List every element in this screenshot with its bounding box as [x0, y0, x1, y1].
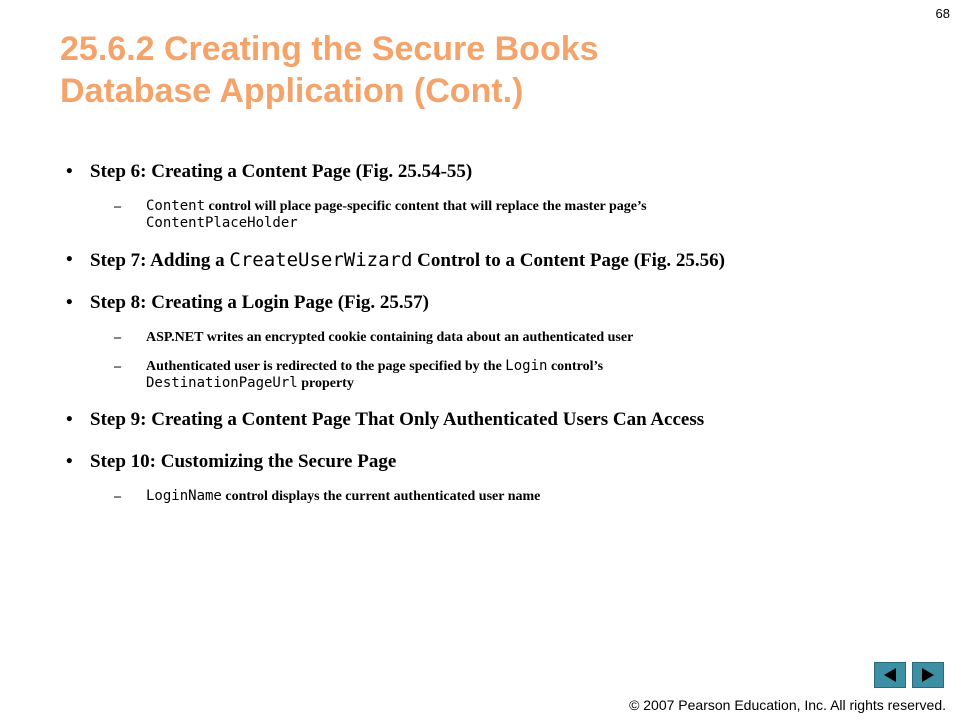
sub-bullet-dash: –: [114, 489, 121, 504]
page-number: 68: [935, 6, 950, 21]
sub-bullet-loginname: [66, 488, 926, 505]
bullet-step-8: [66, 291, 926, 315]
sub-bullet-dash: –: [114, 359, 121, 374]
sub-bullet-dash: –: [114, 330, 121, 345]
sub-bullet-text: control will place page-specific content that will replace the master page’s: [208, 199, 647, 214]
next-slide-button[interactable]: [912, 662, 944, 688]
slide-title-line-2: Database Application (Cont.): [60, 72, 524, 110]
sub-bullet-dash: –: [114, 199, 121, 214]
bullet-text: Step 6: Creating a Content Page (Fig. 25.54-55): [90, 161, 473, 182]
code-contentplaceholder: ContentPlaceHolder: [146, 215, 298, 231]
slide-navigation: [874, 662, 944, 688]
code-destinationpageurl: DestinationPageUrl: [146, 375, 298, 391]
sub-bullet-text-pre: Authenticated user is redirected to the page specified by the: [146, 359, 502, 374]
right-arrow-icon: [919, 667, 937, 683]
bullet-dot: •: [66, 161, 73, 182]
bullet-text-pre: Step 7: Adding a: [90, 250, 225, 271]
bullet-text: Step 10: Customizing the Secure Page: [90, 451, 397, 472]
copyright-notice: © 2007 Pearson Education, Inc. All rights reserved.: [629, 697, 946, 713]
bullet-step-10: [66, 450, 926, 474]
left-arrow-icon: [881, 667, 899, 683]
bullet-text: Step 9: Creating a Content Page That Only Authenticated Users Can Access: [90, 409, 705, 430]
code-login: Login: [505, 358, 548, 374]
bullet-dot: •: [66, 409, 73, 430]
slide-content: [66, 160, 926, 521]
code-content: Content: [146, 198, 206, 214]
bullet-dot: •: [66, 292, 73, 313]
sub-bullet-text-post: property: [301, 376, 354, 391]
slide-title: [60, 28, 920, 112]
bullet-dot: •: [66, 451, 73, 472]
bullet-dot: •: [66, 249, 73, 270]
sub-bullet-text-mid: control’s: [550, 359, 604, 374]
bullet-step-7: [66, 248, 926, 273]
bullet-step-9: [66, 408, 926, 432]
sub-bullet-content-control: [66, 198, 926, 232]
code-createuserwizard: CreateUserWizard: [229, 249, 413, 271]
bullet-text: Step 8: Creating a Login Page (Fig. 25.57): [90, 292, 429, 313]
bullet-text-post: Control to a Content Page (Fig. 25.56): [417, 250, 725, 271]
bullet-step-6: [66, 160, 926, 184]
sub-bullet-text: ASP.NET writes an encrypted cookie containing data about an authenticated user: [146, 330, 634, 345]
code-loginname: LoginName: [146, 488, 222, 504]
sub-bullet-redirect: [66, 358, 926, 392]
slide-title-line-1: 25.6.2 Creating the Secure Books: [60, 30, 599, 68]
sub-bullet-text: control displays the current authenticated user name: [225, 489, 541, 504]
previous-slide-button[interactable]: [874, 662, 906, 688]
sub-bullet-encrypted-cookie: [66, 329, 926, 346]
